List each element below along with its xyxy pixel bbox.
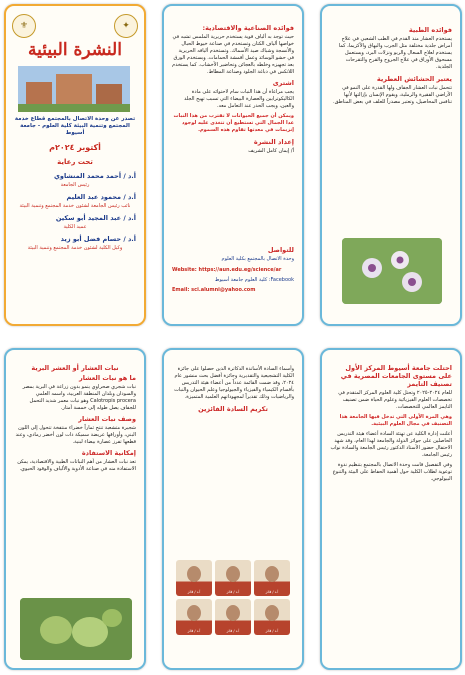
person-item (14, 172, 136, 188)
person-name: أ.د / أحمد محمد المنشاوي (53, 172, 136, 180)
person-name: أ.د / حسام فضل أبو زيد (60, 235, 136, 243)
contact-line: وحدة الاتصال بالمجتمع بكلية العلوم (221, 256, 294, 262)
winners-photo-grid (176, 560, 290, 635)
achievement-text-2: أعلنت إدارة الكلية عن تهنئة السادة أعضاء هيئة التدريس الحاصلين على جوائز الدولة والجامعة لهذا العام، وقد شهد الاحتفال حضور الأستاذ الدكتور رئيس الجامعة والسادة نواب رئيس الجامعة. (330, 431, 452, 458)
intro-panel (4, 348, 146, 670)
person-role: نائب رئيس الجامعة لشئون خدمة المجتمع وتنمية البيئة (19, 203, 131, 209)
contact-heading: للتواصل (267, 246, 294, 254)
cover-date: أكتوبر ٢٠٢٤م (49, 143, 101, 152)
photo-caption: أ.د / فائز (226, 629, 240, 633)
medical-text: يستخدم العشار منذ القدم في الطب الشعبي في علاج أمراض جلدية مختلفة مثل الجرب والبهاق والأكزيما، كما يستخدم لعلاج السعال والربو ونزلات البرد، ويستعمل مسحوق الأوراق في علاج الجروح والقرح والتقرحات الجلدية. (338, 36, 452, 70)
person-name: أ.د / محمود عبد العليم (66, 193, 136, 201)
prep-heading: إعداد النشرة (253, 138, 294, 146)
news-caption: تكريم السادة الفائزين (198, 405, 268, 413)
winner-photo (254, 560, 290, 596)
photo-caption: أ.د / فائز (226, 590, 240, 594)
person-role: وكيل الكلية لشئون خدمة المجتمع وتنمية البيئة (27, 245, 123, 251)
note-heading: اشترى (272, 79, 294, 87)
use-text: تعد نبات العشار من أهم النباتات الطبية والاقتصادية، يمكن الاستفادة منه في صناعة الأدوية والألياف والوقود الحيوي. (17, 459, 136, 472)
photo-caption: أ.د / فائز (187, 590, 201, 594)
winner-photo (176, 599, 212, 635)
photo-caption: أ.د / فائز (187, 629, 201, 633)
winner-photo (176, 560, 212, 596)
industrial-heading: فوائده الصناعية والاقتصادية: (202, 24, 294, 32)
achievement-text-3: وفي التفصيل قامت وحدة الاتصال بالمجتمع بتنظيم ندوة توعوية لطلاب الكلية حول أهمية الحفاظ على البيئة والتنوع البيولوجي. (332, 462, 452, 482)
person-role: رئيس الجامعة (60, 182, 90, 188)
person-item (14, 193, 136, 209)
person-item (14, 235, 136, 251)
desc-text: شجيرة متشعبة تنتج ثماراً خضراء منتفخة تتحول إلى اللون البني، وأوراقها عريضة سميكة ذات لون أخضر رمادي، وعند قطعها تفرز عصارة بيضاء لبنية. (15, 425, 136, 445)
faculty-logo: ✦ (114, 14, 138, 38)
use-heading: إمكانية الاستفادة (81, 449, 136, 457)
people-list (14, 172, 136, 251)
photo-caption: أ.د / فائز (265, 629, 279, 633)
intro-subheading: ما هو نبات العشار (78, 374, 136, 382)
medical-heading: فوائده الطبية (408, 26, 452, 34)
winner-photo (215, 560, 251, 596)
university-logo: ⚜ (12, 14, 36, 38)
fruit-photo (20, 598, 132, 660)
desc-heading: وصف نبات العشار (78, 415, 136, 423)
winner-photo (215, 599, 251, 635)
intro-heading: نبات العشار أو العشر البرية (31, 364, 119, 372)
person-name: أ.د / عبد المجيد أبو سكين (55, 214, 136, 222)
note-text: يجب مراعاة أن هذا النبات سام لاحتوائه على مادة الكاليكوترابين والعصارة البيضاء التي تسبب تهيج الجلد والعين، ويجب الحذر عند التعامل معه. (184, 89, 294, 109)
winner-photo (254, 599, 290, 635)
facebook-link[interactable]: Facebook: كلية العلوم جامعة أسيوط (214, 277, 294, 283)
photo-caption: أ.د / فائز (265, 590, 279, 594)
supervision-heading: تحت رعاية (57, 158, 93, 166)
industrial-text: حيث توجد به ألياف قوية يستخدم حريرية الملمس تشبه في خواصها ألياف الكتان وتستخدم في صناعة خيوط الحبال والأنسجة وشباك صيد الأسماك. وتستخدم أليافه الحريرية في حشو الوسائد وعمل أقمشة الحمامات. ويستخدم الورق بعد تجهيزه وخلطه بالعجائن وتحاضير الأخشاب. كما يستخدم اللاتكس في دباغة الجلود وصناعة المطاط. (172, 34, 294, 75)
achievement-panel (320, 348, 462, 670)
achievement-heading: احتلت جامعة أسيوط المركز الأول على مستوى الجامعات المصرية في تصنيف التايمز (340, 364, 452, 388)
website-link[interactable]: Website: https://aun.edu.eg/science/ar (172, 267, 282, 273)
highlight-text: ويمكن أن جميع الحيوانات لا تقترب من هذا النبات عدا الجمال التي تستطيع أن تتغذى عليه لوجود إنزيمات في معدتها تقاوم هذه السموم. (173, 113, 294, 133)
achievement-highlight: وهي المرة الأولى التي تدخل فيها الجامعة هذا التصنيف في مجال العلوم البيئية. (339, 414, 452, 427)
person-item (14, 214, 136, 230)
achievement-text: للعام ٢٠٢٤-٢٠٢٥ وتحتل كلية العلوم المركز المتقدم في تخصصات العلوم الفيزيائية وعلوم الحياة ضمن تصنيف التايمز العالمي للتخصصات. (338, 390, 452, 410)
news-text: وأسماء السادة الأساتذة الدكاترة الذين حصلوا على جائزة الكلية التشجيعية والتقديرية وجائزة أفضل بحث منشور عام ٢٠٢٤، وقد ضمت القائمة عدداً من أعضاء هيئة التدريس بأقسام الكيمياء والفيزياء والجيولوجيا وعلم الحيوان والنبات والرياضيات وذلك تقديراً لمجهوداتهم العلمية المتميزة. (174, 366, 294, 400)
campus-photo (18, 66, 130, 112)
medical-text-2: تتحمل نبات العشار الجفاف ولها القدرة على النمو في الأراضي الفقيرة والرملية، ويقوم الإنسان بإزالتها لأنها تنافس المحاصيل، وتعتبر مصدراً للعلف في بعض المناطق. (333, 85, 452, 105)
medical-heading-2: يعتبر الحشائش العطرية (376, 75, 452, 83)
industrial-panel (162, 4, 304, 326)
email-link[interactable]: Email: sci.alumni@yahoo.com (172, 287, 256, 293)
medical-panel (320, 4, 462, 326)
prep-text: أ/ إيمان كامل الشريف (248, 148, 294, 154)
flower-photo (342, 238, 442, 304)
cover-subtitle: تصدر عن وحدة الاتصال بالمجتمع قطاع خدمة المجتمع وتنمية البيئة كلية العلوم - جامعة أسيوط (14, 116, 136, 136)
cover-panel (4, 4, 146, 326)
news-panel (162, 348, 304, 670)
intro-text: نبات شجري صحراوي ينمو بدون زراعة في البرية بمصر والسودان وبلدان المنطقة العربية، واسمه العلمي Calotropis procera وهو نبات معمر شديد التحمل للجفاف يصل طوله إلى خمسة أمتار. (22, 384, 136, 411)
cover-title: النشرة البيئية (28, 40, 122, 60)
person-role: عميد الكلية (63, 224, 87, 230)
